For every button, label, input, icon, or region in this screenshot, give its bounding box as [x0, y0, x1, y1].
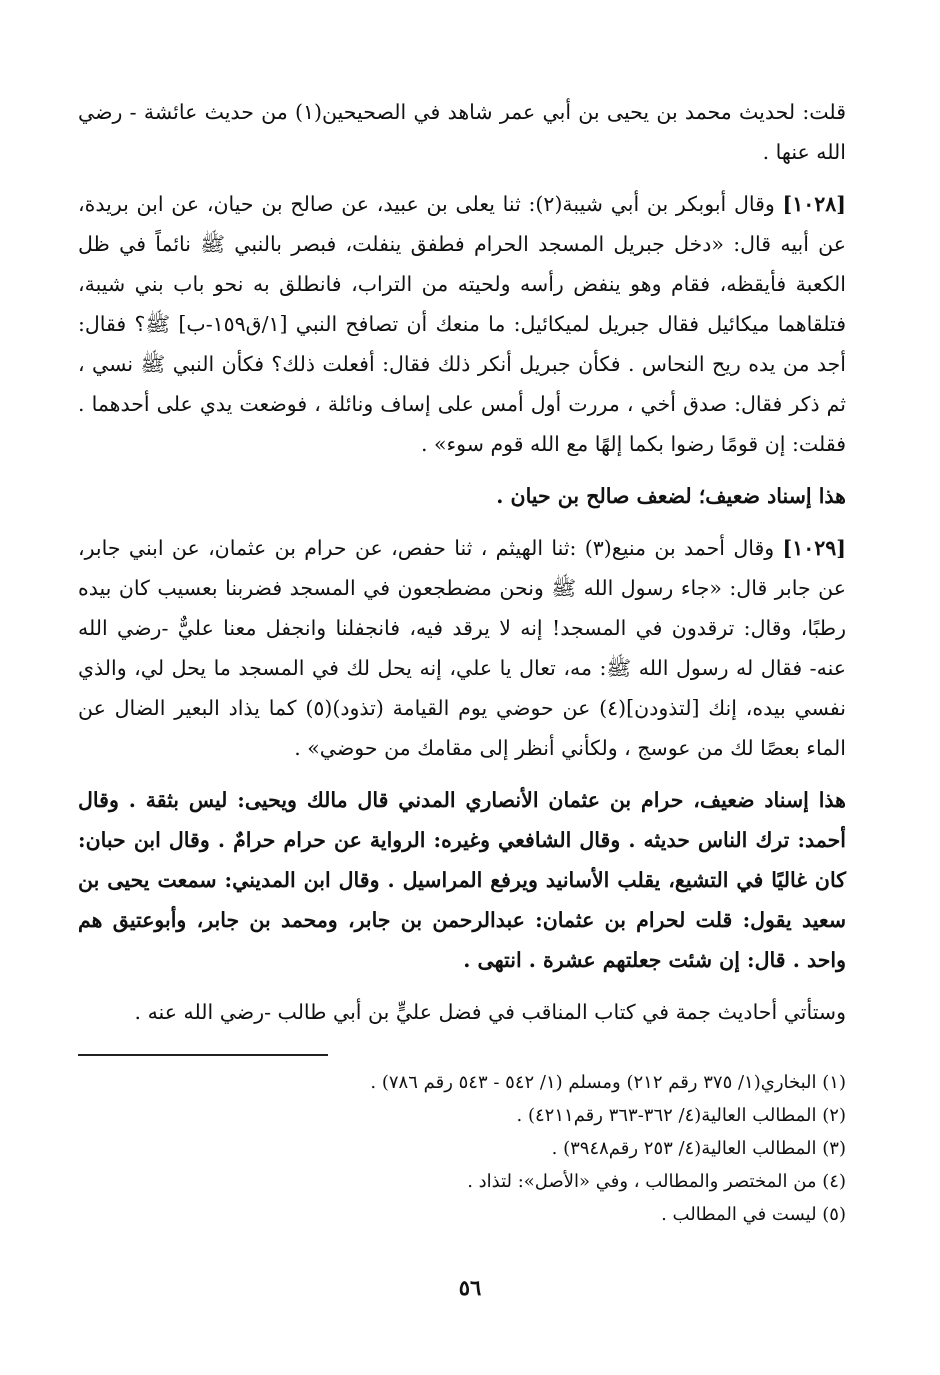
footnote-4: (٤) من المختصر والمطالب ، وفي «الأصل»: لتذاد . — [467, 1171, 846, 1192]
footnote-separator — [78, 1054, 328, 1056]
hadith-text: وقال أحمد بن منيع(٣) :ثنا الهيثم ، ثنا حفص، عن حرام بن عثمان، عن ابني جابر، عن جابر قال: «جاء رسول الله ﷺ ونحن مضطجعون في المسجد فضربنا بعسيب كان بيده رطبًا، وقال: ترقدون في المسجد! إنه لا يرقد فيه، فانجفلنا وانجفل معنا عليٌّ -رضي الله عنه- فقال له رسول الله ﷺ: مه، تعال يا علي، إنه يحل لك في المسجد ما يحل لي، والذي نفسي بيده، إنك [لتذودن](٤) عن حوضي يوم القيامة (تذود)(٥) كما يذاد البعير الضال عن الماء بعصًا لك من عوسج ، ولكأني أنظر إلى مقامك من حوضي» . — [78, 536, 846, 760]
paragraph-commentary-1: قلت: لحديث محمد بن يحيى بن أبي عمر شاهد في الصحيحين(١) من حديث عائشة - رضي الله عنها . — [78, 100, 846, 164]
footnote-5: (٥) ليست في المطالب . — [661, 1204, 846, 1225]
hadith-1028 — [78, 184, 846, 464]
footnotes — [78, 1066, 846, 1231]
page-number: ٥٦ — [458, 1275, 482, 1300]
paragraph-closing-note: وستأتي أحاديث جمة في كتاب المناقب في فضل عليٍّ بن أبي طالب -رضي الله عنه . — [134, 1000, 846, 1024]
hadith-text: وقال أبوبكر بن أبي شيبة(٢): ثنا يعلى بن عبيد، عن صالح بن حيان، عن ابن بريدة، عن أبيه قال: «دخل جبريل المسجد الحرام فطفق ينفلت، فبصر بالنبي ﷺ نائماً في ظل الكعبة فأيقظه، فقام وهو ينفض رأسه ولحيته من التراب، فانطلق به نحو باب بني شيبة، فتلقاهما ميكائيل فقال جبريل لميكائيل: ما منعك أن تصافح النبي [١/ق١٥٩-ب] ﷺ؟ فقال: أجد من يده ريح النحاس . فكأن جبريل أنكر ذلك فقال: أفعلت ذلك؟ فكأن النبي ﷺ نسي ، ثم ذكر فقال: صدق أخي ، مررت أول أمس على إساف ونائلة ، فوضعت يدي على أحدهما . فقلت: إن قومًا رضوا بكما إلهًا مع الله قوم سوء» . — [78, 192, 846, 456]
footnote-3: (٣) المطالب العالية(٤/ ٢٥٣ رقم٣٩٤٨) . — [551, 1138, 846, 1159]
hadith-1029 — [78, 528, 846, 768]
isnad-grading-1: هذا إسناد ضعيف؛ لضعف صالح بن حيان . — [496, 484, 846, 508]
hadith-number: [١٠٢٨] — [782, 192, 846, 216]
isnad-grading-2: هذا إسناد ضعيف، حرام بن عثمان الأنصاري المدني قال مالك ويحيى: ليس بثقة . وقال أحمد: ترك الناس حديثه . وقال الشافعي وغيره: الرواية عن حرام حرامٌ . وقال ابن حبان: كان غاليًا في التشيع، يقلب الأسانيد ويرفع المراسيل . وقال ابن المديني: سمعت يحيى بن سعيد يقول: قلت لحرام بن عثمان: عبدالرحمن بن جابر، ومحمد بن جابر، وأبوعتيق هم واحد . قال: إن شئت جعلتهم عشرة . انتهى . — [78, 788, 846, 972]
hadith-number: [١٠٢٩] — [782, 536, 846, 560]
footnote-1: (١) البخاري(١/ ٣٧٥ رقم ٢١٢) ومسلم (١/ ٥٤٢ - ٥٤٣ رقم ٧٨٦) . — [370, 1072, 846, 1093]
book-page — [78, 92, 846, 1231]
footnote-2: (٢) المطالب العالية(٤/ ٣٦٢-٣٦٣ رقم٤٢١١) . — [516, 1105, 846, 1126]
